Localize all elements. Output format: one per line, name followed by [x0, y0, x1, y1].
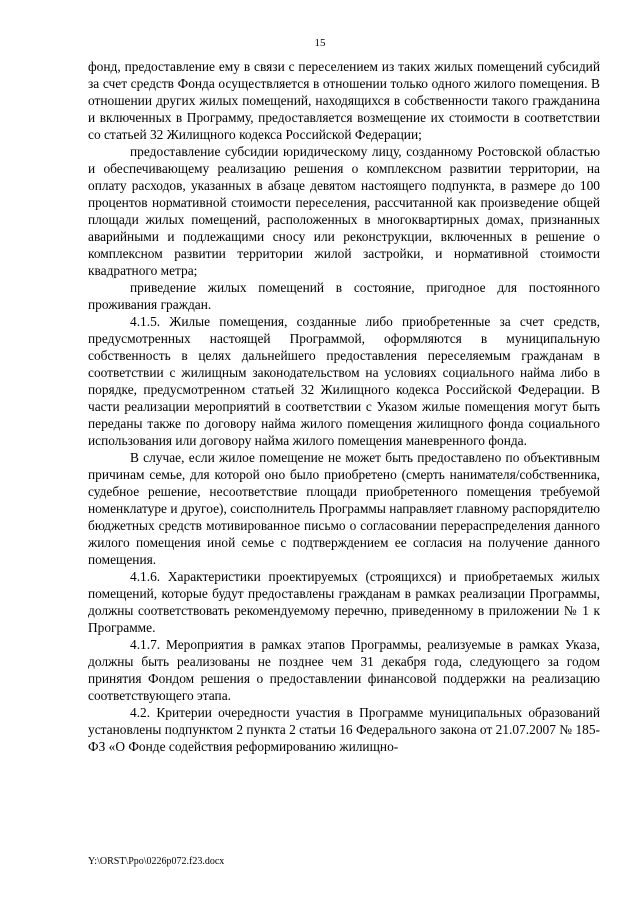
footer-file-path: Y:\ORST\Ppo\0226p072.f23.docx [88, 856, 225, 867]
paragraph-4-1-6: 4.1.6. Характеристики проектируемых (строящихся) и приобретаемых жилых помещений, которые будут предоставлены гражданам в рамках реализации Программы, должны соответствовать рекомендуемому перечню, приведенному в приложении № 1 к Программе. [88, 569, 600, 635]
paragraph-housing-condition: приведение жилых помещений в состояние, пригодное для постоянного проживания граждан. [88, 280, 600, 312]
paragraph-4-1-7: 4.1.7. Мероприятия в рамках этапов Программы, реализуемые в рамках Указа, должны быть реализованы не позднее чем 31 декабря года, следующего за годом принятия Фондом решения о предоставлении финансовой поддержки на реализацию соответствующего этапа. [88, 637, 600, 703]
paragraph-4-1-5: 4.1.5. Жилые помещения, созданные либо приобретенные за счет средств, предусмотренных настоящей Программой, оформляются в муниципальную собственность в целях дальнейшего предоставления переселяемым гражданам в соответствии с жилищным законодательством на условиях социального найма либо в порядке, предусмотренном статьей 32 Жилищного кодекса Российской Федерации. В части реализации мероприятий в соответствии с Указом жилые помещения могут быть переданы также по договору найма жилого помещения жилищного фонда социального использования или договору найма жилого помещения маневренного фонда. [88, 314, 600, 448]
paragraph-redistribution: В случае, если жилое помещение не может быть предоставлено по объективным причинам семье, для которой оно было приобретено (смерть нанимателя/собственника, судебное решение, несоответствие площади приобретенного помещения требуемой номенклатуре и другое), соисполнитель Программы направляет главному распорядителю бюджетных средств мотивированное письмо о согласовании перераспределения данного жилого помещения иной семье с подтверждением ее согласия на получение данного помещения. [88, 450, 600, 567]
page-number: 15 [314, 37, 326, 49]
paragraph-4-2: 4.2. Критерии очередности участия в Программе муниципальных образований установлены подпунктом 2 пункта 2 статьи 16 Федерального закона от 21.07.2007 № 185-ФЗ «О Фонде содействия реформированию жилищно- [88, 705, 600, 754]
paragraph-subsidy-legal-entity: предоставление субсидии юридическому лицу, созданному Ростовской областью и обеспечивающему реализацию решения о комплексном развитии территории, на оплату расходов, указанных в абзаце девятом настоящего подпункта, в размере до 100 процентов нормативной стоимости переселения, рассчитанной как произведение общей площади жилых помещений, расположенных в многоквартирных домах, признанных аварийными и подлежащими сносу или реконструкции, включенных в решение о комплексном развитии территории жилой застройки, и нормативной стоимости квадратного метра; [88, 144, 600, 278]
paragraph-continuation: фонд, предоставление ему в связи с переселением из таких жилых помещений субсидий за счет средств Фонда осуществляется в отношении только одного жилого помещения. В отношении других жилых помещений, находящихся в собственности такого гражданина и включенных в Программу, предоставляется возмещение их стоимости в соответствии со статьей 32 Жилищного кодекса Российской Федерации; [88, 59, 600, 142]
document-body [88, 58, 600, 755]
